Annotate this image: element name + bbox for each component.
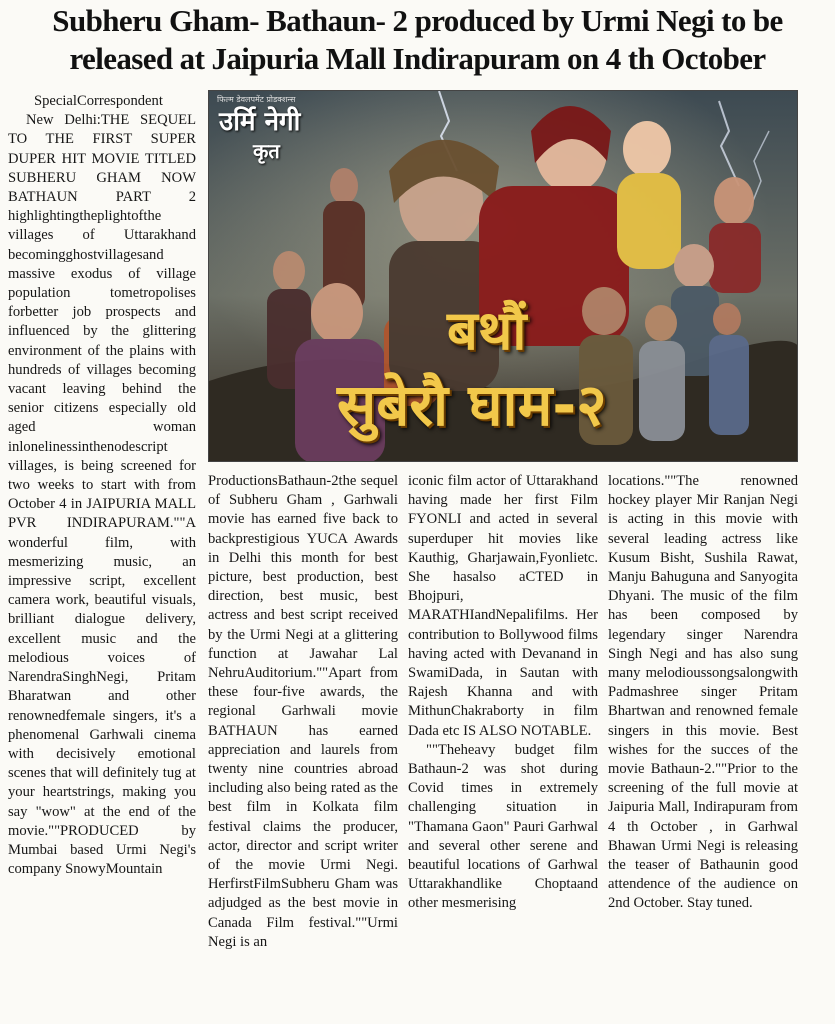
headline-line-2: released at Jaipuria Mall Indirapuram on 4 th October [69, 41, 766, 76]
article-column-1 [8, 92, 196, 1022]
byline: SpecialCorrespondent [34, 93, 163, 109]
movie-poster [208, 90, 798, 462]
poster-tagline: फिल्म डेवलपमेंट प्रोडक्शन्स [217, 95, 296, 104]
article-column-2 [208, 472, 398, 1022]
article-column-3 [408, 472, 598, 1022]
poster-title-line-1: बथौं [447, 299, 527, 362]
column-3-paragraph-2: ""Theheavy budget film Bathaun-2 was shot during Covid times in extremely challenging situation in "Thamana Gaon" Pauri Garhwal and several other serene and beautiful locations of Garhwal Uttarakhandlike Choptaand other mesmerising [408, 741, 598, 912]
column-4-paragraph: locations.""The renowned hockey player Mir Ranjan Negi is acting in this movie with several leading actress like Kusum Bisht, Sushila Rawat, Manju Bahuguna and Sanyogita Dhyani. The music of the film has been composed by legendary singer Narendra Singh Negi and has also sung many melodioussongsalongwith Padmashree singer Pritam Bhartwan and renowned female singers in this movie. Best wishes for the succes of the movie Bathaun-2.""Prior to the screening of the full movie at Jaipuria Mall, Indirapuram from 4 th October , in Garhwal Bhawan Urmi Negi is releasing the teaser of Bathaunin good attendence of the audience on 2nd October. Stay tuned. [608, 473, 798, 912]
headline-line-1: Subheru Gham- Bathaun- 2 produced by Urmi Negi to be [52, 3, 783, 38]
poster-producer-suffix: कृत [253, 139, 280, 163]
column-3-paragraph-1: iconic film actor of Uttarakhand having made her first Film FYONLI and acted in several superduper hit movies like Kauthig, Gharjawain,Fyonlietc. She hasalso aCTED in Bhojpuri, MARATHIandNepalifilms. Her contribution to Bollywood films having acted with Devanand in SwamiDada, in Sautan with Rajesh Khanna and with MithunChakraborty in film Dada etc IS ALSO NOTABLE. [408, 473, 598, 739]
article-column-4 [608, 472, 798, 1022]
poster-title-line-2: सुबेरौ घाम-२ [337, 371, 607, 439]
column-1-paragraph: New Delhi:THE SEQUEL TO THE FIRST SUPER DUPER HIT MOVIE TITLED SUBHERU GHAM NOW BATHAUN PART 2 highlightingtheplightofthe villages of Uttarakhand becomingghostvillagesand massive exodus of village population tometropolises forbetter job prospects and influenced by the glittering environment of the plains with hundreds of villages becoming vacant leaving behind the senior citizens especially old aged woman inlonelinessinthenodescript villages, is being screened for two weeks to start with from October 4 in JAIPURIA MALL PVR INDIRAPURAM.""A wonderful film, with mesmerizing music, an impressive script, excellent camera work, beautiful visuals, brilliant dialogue delivery, excellent music and the melodious voices of NarendraSinghNegi, Pritam Bharatwan and other renownedfemale singers, it's a phenomenal Garhwali cinema with decisively emotional scenes that will definitely tug at your heartstrings, making you say "wow" at the end of the movie.""PRODUCED by Mumbai based Urmi Negi's company SnowyMountain [8, 112, 196, 878]
column-2-paragraph: ProductionsBathaun-2the sequel of Subheru Gham , Garhwali movie has earned five back to backprestigious YUCA Awards in Delhi this month for best picture, best production, best direction, best music, best actress and best script received by the Urmi Negi at a glittering function at Jawahar Lal NehruAuditorium.""Apart from these four-five awards, the regional Garhwali movie BATHAUN has earned appreciation and laurels from twenty nine countries abroad including also being rated as the best film in Kolkata film festival claims the producer, actor, director and script writer of the movie Urmi Negi. HerfirstFilmSubheru Gham was adjudged as the best movie in Canada Film festival.""Urmi Negi is an [208, 473, 398, 950]
headline [6, 2, 829, 78]
poster-producer-name: उर्मि नेगी [219, 107, 301, 137]
